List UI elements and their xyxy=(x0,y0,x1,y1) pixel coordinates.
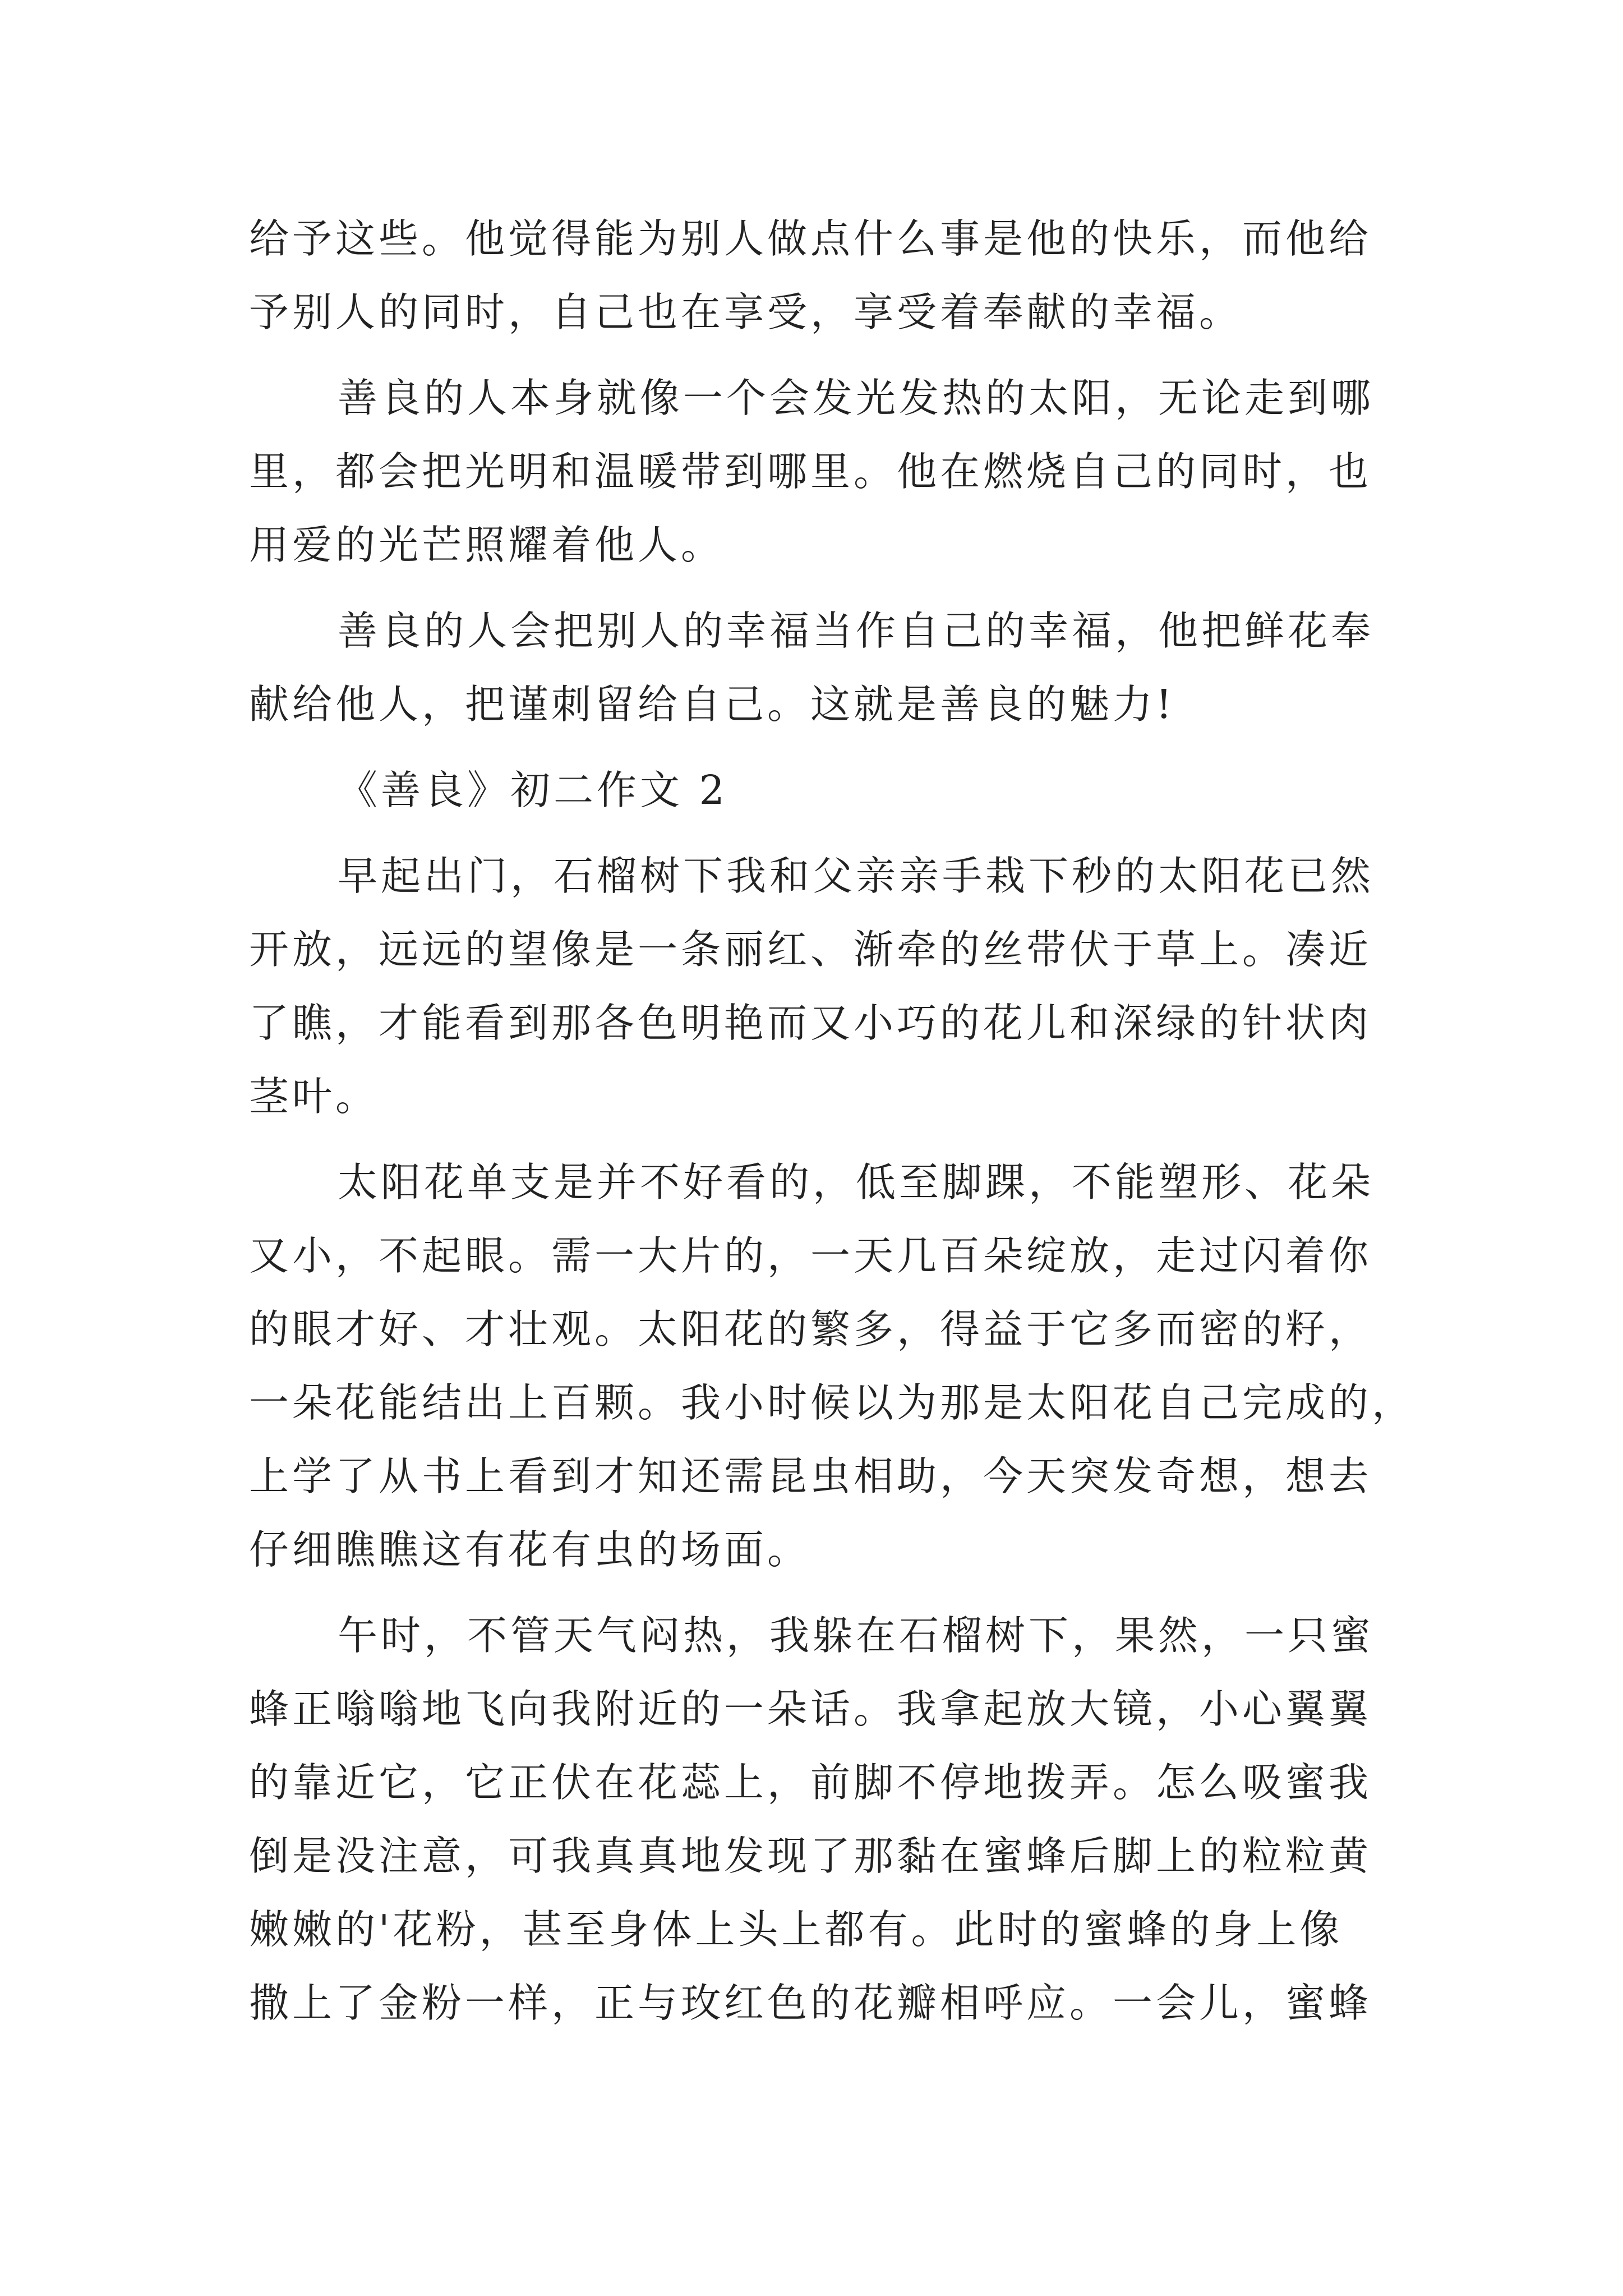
paragraph-first-line: 太阳花单支是并不好看的，低至脚踝，不能塑形、花朵 xyxy=(338,1159,1375,1205)
paragraph-first-line: 善良的人本身就像一个会发光发热的太阳，无论走到哪 xyxy=(338,375,1375,421)
text-line: 又小，不起眼。需一大片的，一天几百朵绽放，走过闪着你 xyxy=(249,1232,1372,1279)
text-line: 给予这些。他觉得能为别人做点什么事是他的快乐，而他给 xyxy=(249,215,1372,262)
text-line: 嫩嫩的'花粉，甚至身体上头上都有。此时的蜜蜂的身上像 xyxy=(249,1906,1343,1953)
text-line: 了瞧，才能看到那各色明艳而又小巧的花儿和深绿的针状肉 xyxy=(249,1000,1372,1046)
section-heading: 《善良》初二作文 2 xyxy=(338,767,728,813)
text-line: 仔细瞧瞧这有花有虫的场面。 xyxy=(249,1526,811,1573)
paragraph-first-line: 早起出门，石榴树下我和父亲亲手栽下秒的太阳花已然 xyxy=(338,853,1375,899)
text-line: 一朵花能结出上百颗。我小时候以为那是太阳花自己完成的， xyxy=(249,1379,1415,1426)
text-line: 用爱的光芒照耀着他人。 xyxy=(249,522,725,568)
paragraph-first-line: 善良的人会把别人的幸福当作自己的幸福，他把鲜花奉 xyxy=(338,608,1375,654)
text-line: 献给他人，把谨刺留给自己。这就是善良的魅力! xyxy=(249,681,1175,728)
paragraph-first-line: 午时，不管天气闷热，我躲在石榴树下，果然，一只蜜 xyxy=(338,1612,1375,1659)
essay-body xyxy=(249,202,1415,2040)
text-line: 的眼才好、才壮观。太阳花的繁多，得益于它多而密的籽， xyxy=(249,1306,1372,1352)
text-line: 里，都会把光明和温暖带到哪里。他在燃烧自己的同时，也 xyxy=(249,448,1372,495)
text-line: 茎叶。 xyxy=(249,1073,379,1120)
text-line: 倒是没注意，可我真真地发现了那黏在蜜蜂后脚上的粒粒黄 xyxy=(249,1833,1372,1879)
text-line: 蜂正嗡嗡地飞向我附近的一朵话。我拿起放大镜，小心翼翼 xyxy=(249,1686,1372,1732)
text-line: 撒上了金粉一样，正与玫红色的花瓣相呼应。一会儿，蜜蜂 xyxy=(249,1980,1372,2026)
text-line: 上学了从书上看到才知还需昆虫相助，今天突发奇想，想去 xyxy=(249,1453,1372,1499)
text-line: 开放，远远的望像是一条丽红、渐牵的丝带伏于草上。凑近 xyxy=(249,926,1372,973)
text-line: 的靠近它，它正伏在花蕊上，前脚不停地拨弄。怎么吸蜜我 xyxy=(249,1759,1372,1806)
text-line: 予别人的同时，自己也在享受，享受着奉献的幸福。 xyxy=(249,289,1243,335)
